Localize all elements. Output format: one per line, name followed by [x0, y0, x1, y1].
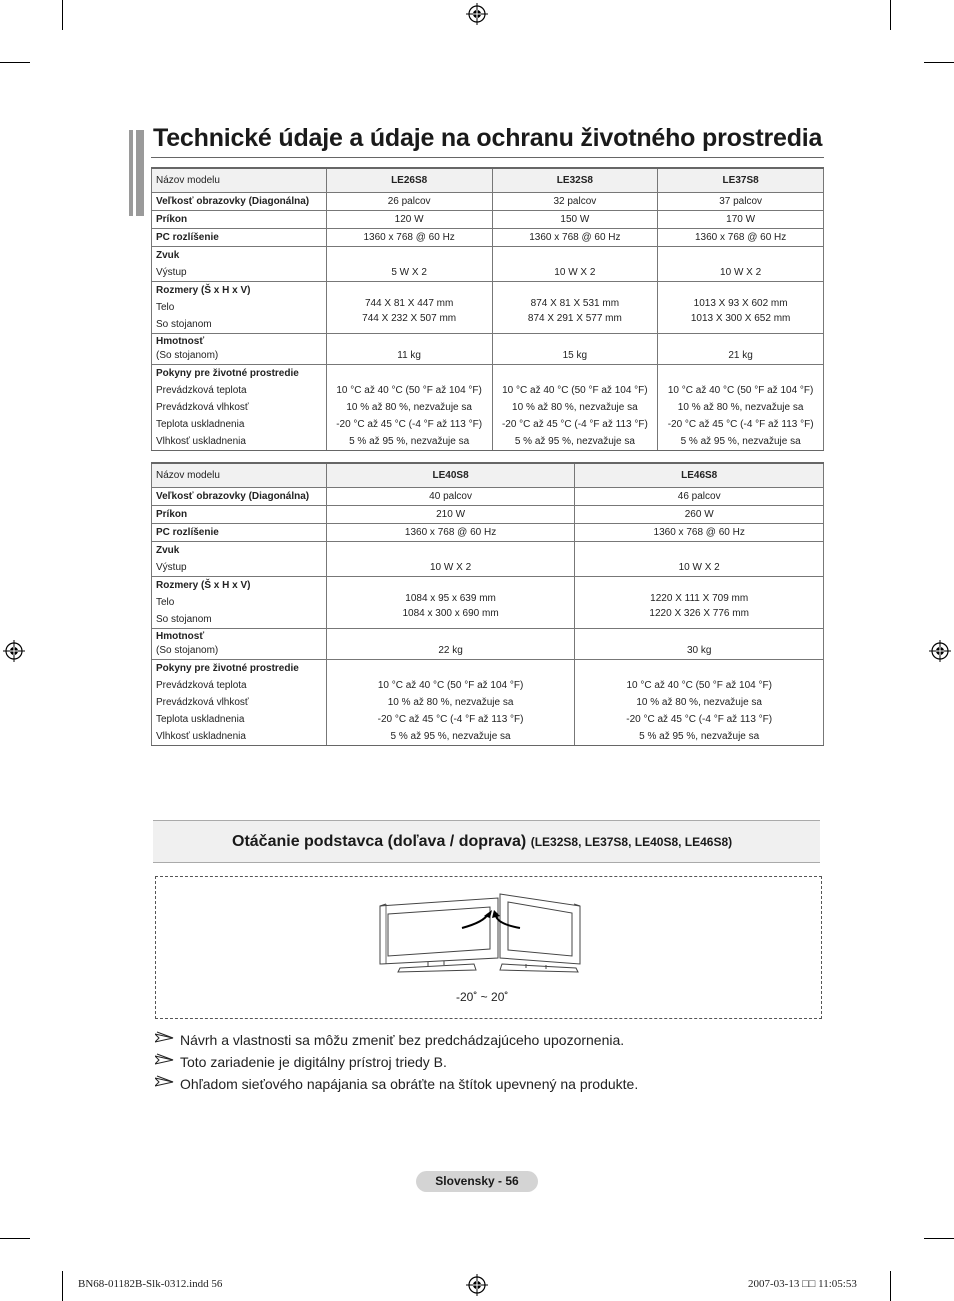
st-temp-value: -20 °C až 45 °C (-4 °F až 113 °F)	[377, 713, 524, 725]
sound-label: Zvuk	[156, 249, 180, 261]
model-name: LE26S8	[326, 168, 492, 192]
weight-value: 11 kg	[326, 333, 492, 364]
screen-label: Veľkosť obrazovky (Diagonálna)	[156, 490, 310, 502]
weight-value: 15 kg	[492, 333, 658, 364]
weight-value: 22 kg	[326, 628, 575, 659]
model-name: LE32S8	[492, 168, 658, 192]
output-label: Výstup	[156, 266, 187, 278]
power-value: 170 W	[658, 210, 824, 228]
body-value: 1084 x 95 x 639 mm	[405, 593, 496, 604]
table-header-row	[152, 463, 824, 487]
swivel-title-text: Otáčanie podstavca (doľava / doprava)	[232, 833, 527, 850]
weight-label: Hmotnosť	[156, 335, 205, 347]
page-title: Technické údaje a údaje na ochranu životného prostredia	[153, 124, 823, 152]
output-value: 10 W X 2	[492, 246, 658, 281]
env-label: Pokyny pre životné prostredie	[156, 367, 299, 379]
op-temp-label: Prevádzková teplota	[156, 679, 247, 691]
op-temp-value: 10 °C až 40 °C (50 °F až 104 °F)	[336, 384, 482, 396]
stand-value: 744 X 232 X 507 mm	[362, 313, 457, 324]
stand-value: 874 X 291 X 577 mm	[527, 313, 622, 324]
note-arrow-icon	[155, 1075, 175, 1089]
body-value: 874 X 81 X 531 mm	[530, 298, 620, 309]
pc-value: 1360 x 768 @ 60 Hz	[326, 228, 492, 246]
registration-mark-icon	[466, 3, 488, 25]
op-hum-label: Prevádzková vlhkosť	[156, 696, 249, 708]
op-hum-value: 10 % až 80 %, nezvažuje sa	[677, 401, 804, 413]
stand-value: 1084 x 300 x 690 mm	[402, 608, 499, 619]
weight-stand-label: (So stojanom)	[156, 349, 219, 361]
op-temp-label: Prevádzková teplota	[156, 384, 247, 396]
stand-value: 1013 X 300 X 652 mm	[690, 313, 791, 324]
stand-label: So stojanom	[156, 318, 212, 330]
swivel-angle: -20˚ ~ 20˚	[456, 990, 509, 1004]
table-row	[152, 246, 824, 281]
pc-value: 1360 x 768 @ 60 Hz	[575, 523, 824, 541]
table-row	[152, 487, 824, 505]
note-text: Ohľadom sieťového napájania sa obráťte na štítok upevnený na produkte.	[180, 1076, 639, 1092]
st-hum-value: 5 % až 95 %, nezvažuje sa	[349, 435, 470, 447]
title-rule	[151, 157, 824, 158]
output-value: 5 W X 2	[326, 246, 492, 281]
table-row	[152, 576, 824, 628]
table-row	[152, 541, 824, 576]
power-label: Príkon	[156, 213, 188, 225]
output-label: Výstup	[156, 561, 187, 573]
pc-label: PC rozlíšenie	[156, 231, 219, 243]
footer-datetime: 2007-03-13 □□ 11:05:53	[748, 1278, 857, 1290]
op-temp-value: 10 °C až 40 °C (50 °F až 104 °F)	[667, 384, 814, 396]
screen-value: 37 palcov	[658, 192, 824, 210]
spec-table-2	[151, 462, 824, 746]
power-label: Príkon	[156, 508, 188, 520]
note-arrow-icon	[155, 1031, 175, 1045]
note-text: Toto zariadenie je digitálny prístroj triedy B.	[180, 1054, 447, 1070]
footer-file: BN68-01182B-Slk-0312.indd 56	[78, 1278, 223, 1290]
output-value: 10 W X 2	[575, 541, 824, 576]
body-value: 1013 X 93 X 602 mm	[693, 298, 788, 309]
table-row	[152, 210, 824, 228]
screen-value: 32 palcov	[492, 192, 658, 210]
crop-mark	[62, 0, 63, 30]
swivel-title	[232, 833, 732, 851]
screen-value: 26 palcov	[326, 192, 492, 210]
table-row	[152, 659, 824, 745]
model-name: LE40S8	[326, 463, 575, 487]
power-value: 120 W	[326, 210, 492, 228]
table-row	[152, 628, 824, 659]
stand-value: 1220 X 326 X 776 mm	[649, 608, 749, 619]
pc-value: 1360 x 768 @ 60 Hz	[326, 523, 575, 541]
crop-mark	[62, 1271, 63, 1301]
power-value: 210 W	[326, 505, 575, 523]
screen-value: 46 palcov	[575, 487, 824, 505]
output-value: 10 W X 2	[658, 246, 824, 281]
registration-mark-icon	[466, 1274, 488, 1296]
crop-mark	[924, 1238, 954, 1239]
op-temp-value: 10 °C až 40 °C (50 °F až 104 °F)	[502, 384, 648, 396]
op-temp-value: 10 °C až 40 °C (50 °F až 104 °F)	[377, 679, 524, 691]
st-temp-label: Teplota uskladnenia	[156, 418, 245, 430]
st-temp-value: -20 °C až 45 °C (-4 °F až 113 °F)	[336, 418, 483, 430]
table-row	[152, 281, 824, 333]
st-hum-label: Vlhkosť uskladnenia	[156, 435, 246, 447]
weight-value: 30 kg	[575, 628, 824, 659]
table-row	[152, 192, 824, 210]
sound-label: Zvuk	[156, 544, 180, 556]
weight-stand-label: (So stojanom)	[156, 644, 219, 656]
registration-mark-icon	[929, 640, 951, 662]
env-label: Pokyny pre životné prostredie	[156, 662, 299, 674]
dimensions-label: Rozmery (Š x H x V)	[156, 284, 251, 296]
st-temp-value: -20 °C až 45 °C (-4 °F až 113 °F)	[667, 418, 814, 430]
st-hum-value: 5 % až 95 %, nezvažuje sa	[514, 435, 635, 447]
st-hum-value: 5 % až 95 %, nezvažuje sa	[639, 730, 760, 742]
crop-mark	[924, 62, 954, 63]
body-value: 1220 X 111 X 709 mm	[650, 593, 749, 604]
st-hum-label: Vlhkosť uskladnenia	[156, 730, 246, 742]
st-temp-label: Teplota uskladnenia	[156, 713, 245, 725]
screen-value: 40 palcov	[326, 487, 575, 505]
power-value: 150 W	[492, 210, 658, 228]
table-header-row	[152, 168, 824, 192]
body-value: 744 X 81 X 447 mm	[364, 298, 454, 309]
table-row	[152, 228, 824, 246]
page-label: Slovensky - 56	[416, 1171, 538, 1192]
model-name: LE46S8	[575, 463, 824, 487]
op-hum-value: 10 % až 80 %, nezvažuje sa	[387, 696, 514, 708]
registration-mark-icon	[3, 640, 25, 662]
op-hum-label: Prevádzková vlhkosť	[156, 401, 249, 413]
st-hum-value: 5 % až 95 %, nezvažuje sa	[680, 435, 801, 447]
op-hum-value: 10 % až 80 %, nezvažuje sa	[636, 696, 762, 708]
model-label: Názov modelu	[152, 168, 327, 192]
output-value: 10 W X 2	[326, 541, 575, 576]
op-hum-value: 10 % až 80 %, nezvažuje sa	[346, 401, 472, 413]
spec-table-1	[151, 167, 824, 451]
model-name: LE37S8	[658, 168, 824, 192]
weight-label: Hmotnosť	[156, 630, 205, 642]
crop-mark	[890, 0, 891, 30]
body-label: Telo	[156, 596, 175, 608]
screen-label: Veľkosť obrazovky (Diagonálna)	[156, 195, 310, 207]
st-temp-value: -20 °C až 45 °C (-4 °F až 113 °F)	[626, 713, 773, 725]
crop-mark	[0, 62, 30, 63]
model-label: Názov modelu	[152, 463, 327, 487]
body-label: Telo	[156, 301, 175, 313]
swivel-models: (LE32S8, LE37S8, LE40S8, LE46S8)	[530, 835, 733, 849]
note-text: Návrh a vlastnosti sa môžu zmeniť bez predchádzajúceho upozornenia.	[180, 1032, 625, 1048]
st-temp-value: -20 °C až 45 °C (-4 °F až 113 °F)	[501, 418, 648, 430]
power-value: 260 W	[575, 505, 824, 523]
table-row	[152, 523, 824, 541]
table-row	[152, 333, 824, 364]
weight-value: 21 kg	[658, 333, 824, 364]
crop-mark	[0, 1238, 30, 1239]
table-row	[152, 505, 824, 523]
table-row	[152, 364, 824, 450]
note-arrow-icon	[155, 1053, 175, 1067]
op-hum-value: 10 % až 80 %, nezvažuje sa	[512, 401, 638, 413]
pc-value: 1360 x 768 @ 60 Hz	[492, 228, 658, 246]
op-temp-value: 10 °C až 40 °C (50 °F až 104 °F)	[626, 679, 772, 691]
crop-mark	[890, 1271, 891, 1301]
title-accent-bar	[129, 130, 144, 216]
pc-label: PC rozlíšenie	[156, 526, 219, 538]
pc-value: 1360 x 768 @ 60 Hz	[658, 228, 824, 246]
dimensions-label: Rozmery (Š x H x V)	[156, 579, 251, 591]
stand-label: So stojanom	[156, 613, 212, 625]
tv-swivel-icon	[376, 892, 584, 978]
st-hum-value: 5 % až 95 %, nezvažuje sa	[390, 730, 511, 742]
